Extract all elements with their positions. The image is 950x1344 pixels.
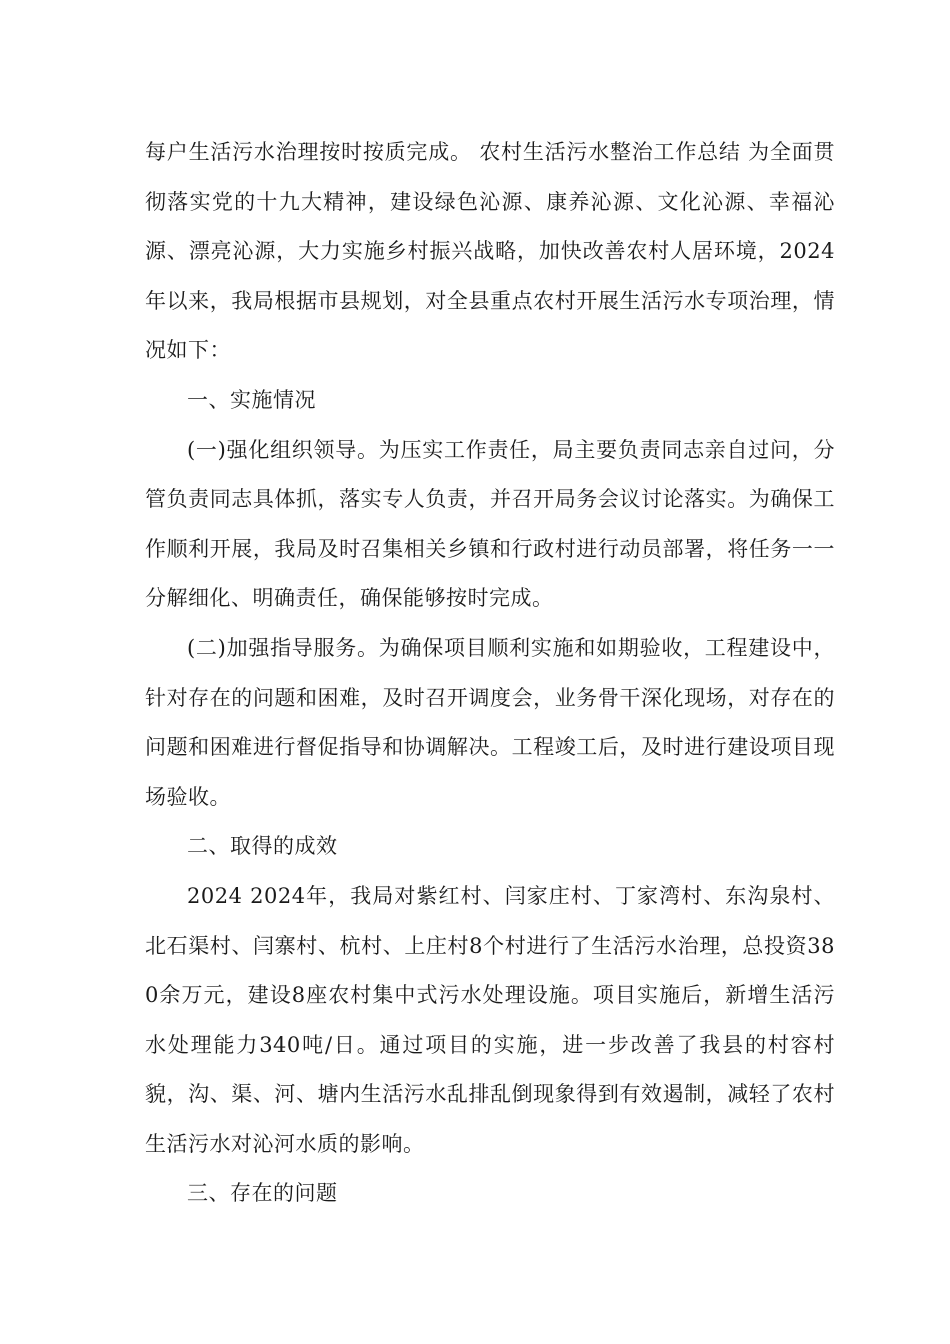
- opening-paragraph: 每户生活污水治理按时按质完成。 农村生活污水整治工作总结 为全面贯彻落实党的十九大精神，建设绿色沁源、康养沁源、文化沁源、幸福沁源、漂亮沁源，大力实施乡村振兴战略，加快改善农村人居环境，2024年以来，我局根据市县规划，对全县重点农村开展生活污水专项治理，情况如下：: [145, 140, 835, 363]
- section-heading-implementation: 一、实施情况: [187, 387, 316, 412]
- paragraph-organization-leadership: (一)强化组织领导。为压实工作责任，局主要负责同志亲自过问，分管负责同志具体抓，落实专人负责，并召开局务会议讨论落实。为确保工作顺利开展，我局及时召集相关乡镇和行政村进行动员部署，将任务一一分解细化、明确责任，确保能够按时完成。: [145, 437, 835, 611]
- document-body: [145, 128, 835, 1219]
- paragraph-guidance-service: (二)加强指导服务。为确保项目顺利实施和如期验收，工程建设中，针对存在的问题和困难，及时召开调度会，业务骨干深化现场，对存在的问题和困难进行督促指导和协调解决。工程竣工后，及时进行建设项目现场验收。: [145, 635, 835, 809]
- paragraph-achievements: 2024 2024年，我局对紫红村、闫家庄村、丁家湾村、东沟泉村、北石渠村、闫寨村、杭村、上庄村8个村进行了生活污水治理，总投资380余万元，建设8座农村集中式污水处理设施。项目实施后，新增生活污水处理能力340吨/日。通过项目的实施，进一步改善了我县的村容村貌，沟、渠、河、塘内生活污水乱排乱倒现象得到有效遏制，减轻了农村生活污水对沁河水质的影响。: [145, 883, 835, 1156]
- section-heading-problems: 三、存在的问题: [187, 1181, 338, 1206]
- section-heading-achievements: 二、取得的成效: [187, 834, 338, 859]
